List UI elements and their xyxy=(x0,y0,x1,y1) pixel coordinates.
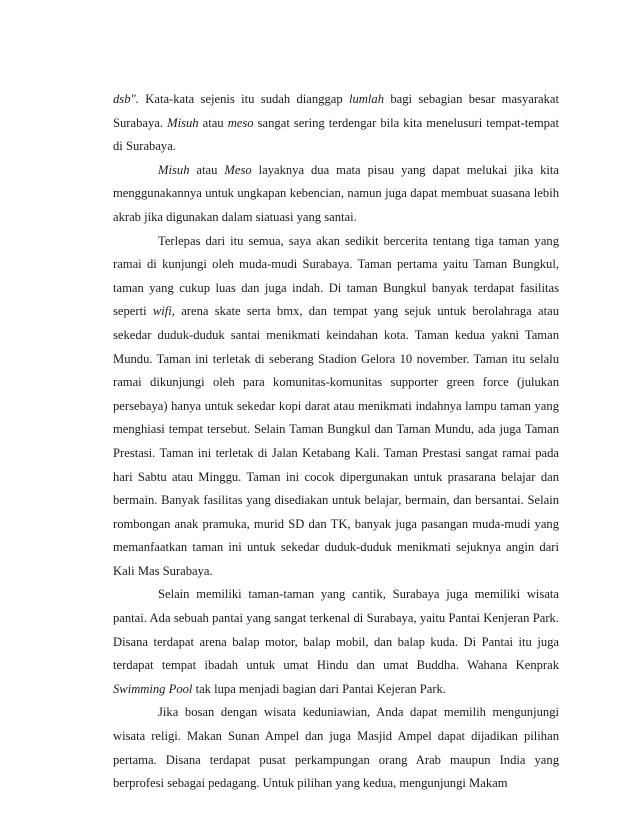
text-italic: meso xyxy=(227,115,254,130)
text-run: Jika bosan dengan wisata keduniawian, Anda dapat memilih mengunjungi wisata religi. Makan Sunan Ampel dan juga Masjid Ampel dapat dijadikan pilihan pertama. Disana terdapat pusat perkampungan orang Arab maupun India yang berprofesi sebagai pedagang. Untuk pilihan yang kedua, mengunjungi Makam xyxy=(113,705,559,791)
paragraph-2 xyxy=(113,159,559,230)
paragraph-1 xyxy=(113,88,559,159)
text-italic: lumlah xyxy=(349,92,384,106)
text-italic: Meso xyxy=(224,162,252,177)
text-run: Selain memiliki taman-taman yang cantik, Surabaya juga memiliki wisata pantai. Ada sebuah pantai yang sangat terkenal di Surabaya, yaitu Pantai Kenjeran Park. Disana terdapat arena balap motor, balap mobil, dan balap kuda. Di Pantai itu juga terdapat tempat ibadah untuk umat Hindu dan umat Buddha. Wahana Kenprak xyxy=(113,587,559,673)
text-run: bagi sebagian besar masyarakat Surabaya. xyxy=(113,92,559,130)
paragraph-4 xyxy=(113,583,559,701)
text-run: atau xyxy=(189,162,225,177)
document-page xyxy=(113,88,559,796)
text-run: , arena skate serta bmx, dan tempat yang sejuk untuk berolahraga atau sekedar duduk-duduk santai menikmati keindahan kota. Taman kedua yakni Taman Mundu. Taman ini terletak di seberang Stadion Gelora 10 november. Taman itu selalu ramai dikunjungi oleh para komunitas-komunitas supporter green force (julukan persebaya) hanya untuk sekedar kopi darat atau menikmati indahnya lampu taman yang menghiasi tempat tersebut. Selain Taman Bungkul dan Taman Mundu, ada juga Taman Prestasi. Taman ini terletak di Jalan Ketabang Kali. Taman Prestasi sangat ramai pada hari Sabtu atau Minggu. Taman ini cocok dipergunakan untuk prasarana belajar dan bermain. Banyak fasilitas yang disediakan untuk belajar, bermain, dan bersantai. Selain rombongan anak pramuka, murid SD dan TK, banyak juga pasangan muda-mudi yang memanfaatkan taman ini untuk sekedar duduk-duduk menikmati sejuknya angin dari Kali Mas Surabaya. xyxy=(113,304,560,578)
text-run: Kata-kata sejenis itu sudah dianggap xyxy=(138,92,350,106)
text-run: Terlepas dari itu semua, saya akan sedikit bercerita tentang tiga taman yang ramai di kunjungi oleh muda-mudi Surabaya. Taman pertama yaitu Taman Bungkul, taman yang cukup luas dan juga indah. Di taman Bungkul banyak terdapat fasilitas seperti xyxy=(113,233,559,319)
text-italic: Swimming Pool xyxy=(113,681,193,696)
text-italic: dsb". xyxy=(113,92,139,106)
text-italic: wifi xyxy=(152,304,172,319)
text-run: atau xyxy=(198,115,228,130)
text-run: layaknya dua mata pisau yang dapat melukai jika kita menggunakannya untuk ungkapan kebencian, namun juga dapat membuat suasana lebih akrab jika digunakan dalam siatuasi yang santai. xyxy=(113,162,560,224)
text-italic: Misuh xyxy=(167,115,199,130)
paragraph-5 xyxy=(113,701,559,795)
paragraph-3 xyxy=(113,230,559,584)
text-run: tak lupa menjadi bagian dari Pantai Kejeran Park. xyxy=(192,681,446,696)
text-run: sangat sering terdengar bila kita menelusuri tempat-tempat di Surabaya. xyxy=(113,115,560,154)
text-italic: Misuh xyxy=(158,162,190,177)
